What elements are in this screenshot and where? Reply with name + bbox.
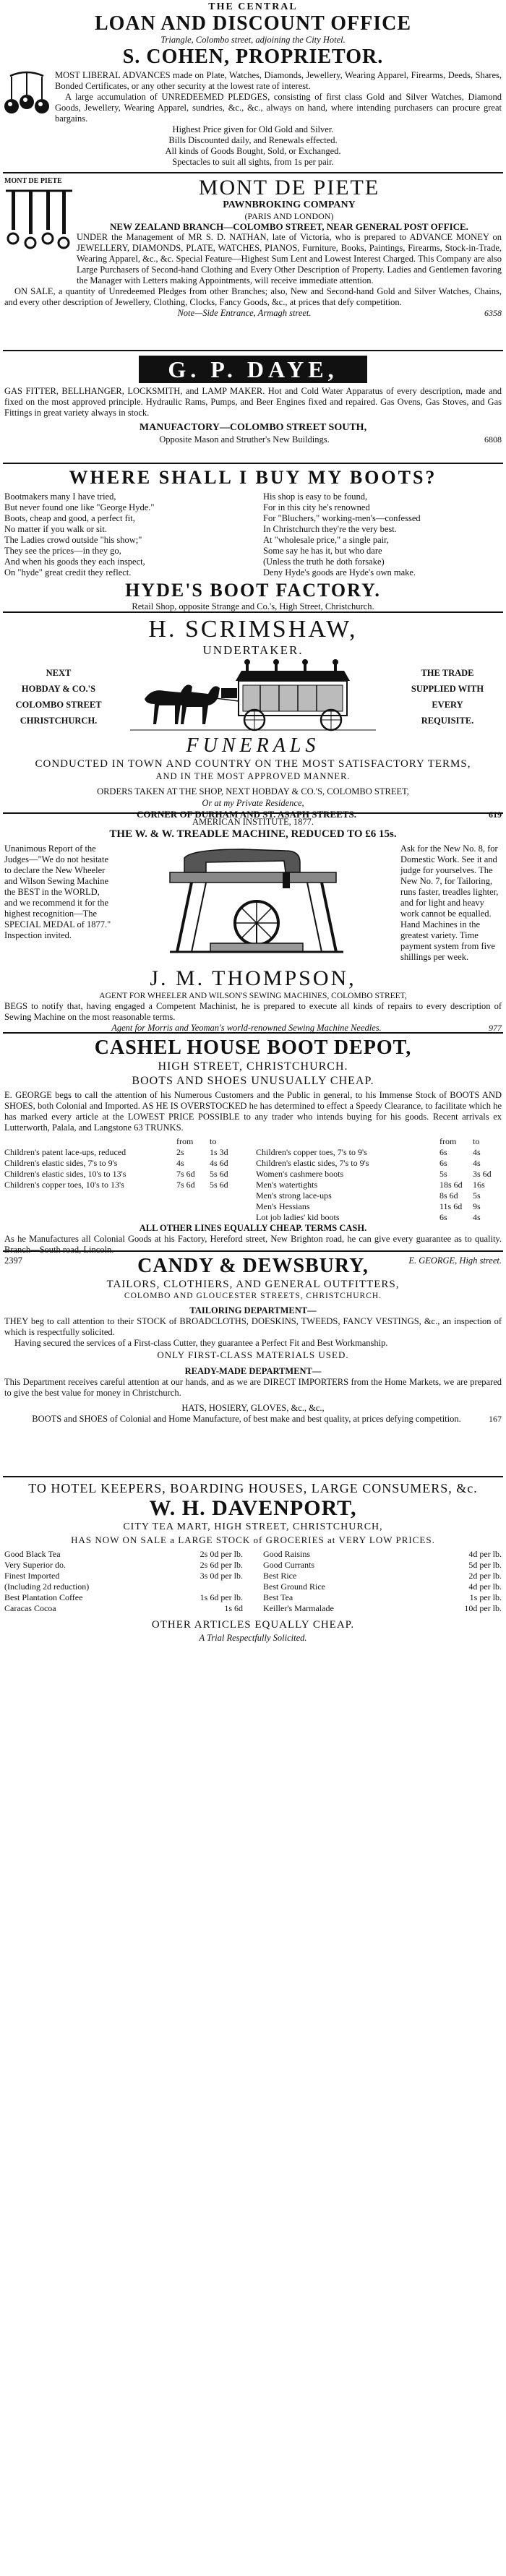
- col-to: to: [210, 1136, 217, 1146]
- poem-line: They see the prices—in they go,: [4, 546, 121, 556]
- grocery-row: Best Rice 2d per lb.: [263, 1571, 502, 1581]
- scrim-approved: AND IN THE MOST APPROVED MANNER.: [155, 771, 351, 781]
- candy-tailoring-2: Having secured the services of a First-class Cutter, they guarantee a Perfect Fit and Best Workmanship.: [14, 1338, 388, 1348]
- thomp-right: Ask for the New No. 8, for Domestic Work. See it and judge for yourselves. The New No. 7, for Tailoring, runs faster, treadles lighter, and for light and heavy work cannot be equalled. Hand Machines in the greatest variety. Time payment system from five shillings per week.: [400, 843, 499, 962]
- scrim-number: 619: [489, 810, 502, 820]
- grocery-row: Best Ground Rice 4d per lb.: [263, 1581, 502, 1592]
- grocery-row: Keiller's Marmalade 10d per lb.: [263, 1603, 502, 1613]
- divider: [3, 1250, 503, 1252]
- boots-title: WHERE SHALL I BUY MY BOOTS?: [69, 467, 437, 488]
- thomp-title: THE W. & W. TREADLE MACHINE, REDUCED TO £6 15s.: [109, 828, 397, 840]
- divider: [3, 1476, 503, 1477]
- thomp-body: BEGS to notify that, having engaged a Competent Machinist, he is prepared to execute all kinds of repairs to every description of Sewing Machine on the most reasonable terms.: [4, 1001, 502, 1022]
- scrim-orders: ORDERS TAKEN AT THE SHOP, NEXT HOBDAY & CO.'S, COLOMBO STREET,: [97, 786, 409, 797]
- cashel-number: 2397: [4, 1255, 22, 1266]
- sewing-machine-illustration: [141, 843, 372, 966]
- price-row: Children's patent lace-ups, reduced 2s 1s 3d: [4, 1147, 228, 1157]
- scrim-funerals: FUNERALS: [186, 734, 320, 757]
- daye-title: G. P. DAYE,: [139, 356, 366, 383]
- candy-tailoring-1: THEY beg to call attention to their STOCK of BROADCLOTHS, DOESKINS, TWEEDS, FANCY VESTINGS, &c., an inspection of which is respectfully solicited.: [4, 1316, 502, 1337]
- col-to: to: [473, 1136, 480, 1146]
- poem-line: Deny Hyde's goods are Hyde's own make.: [263, 567, 416, 578]
- price-table: [4, 1136, 502, 1223]
- grocery-row: Good Black Tea 2s 0d per lb.: [4, 1549, 243, 1559]
- cashel-sub: HIGH STREET, CHRISTCHURCH.: [158, 1060, 348, 1073]
- mont-body-1: UNDER the Management of MR S. D. NATHAN, late of Victoria, who is prepared to ADVANCE MONEY on JEWELLERY, DIAMONDS, PLATE, WATCHES, PIANOS, Furniture, Books, Paintings, Firearms, Stock-in-Trade, Wearing Apparel, &c., &c. Special Feature—Highest Sum Lent and Lowest Interest Charged. This Company are also Large Purchasers of Second-hand Clothing and Every Other Description of Property. Ladies and Gentlemen favoring the Manager with Letters making Appointments, will receive immediate attention.: [77, 232, 502, 285]
- scrim-right-line: THE TRADE: [421, 668, 474, 678]
- cashel-all-other: ALL OTHER LINES EQUALLY CHEAP. TERMS CASH.: [139, 1223, 367, 1233]
- cashel-sign: E. GEORGE, High street.: [408, 1255, 502, 1266]
- boots-poem-right: [263, 491, 502, 578]
- loan-body-2: A large accumulation of UNREDEEMED PLEDGES, consisting of first class Gold and Silver Watches, Diamond Goods, Jewellery, Wearing Apparel, sundries, &c., &c., always on hand, where intending purchasers can procure great bargains.: [55, 92, 502, 124]
- daye-number: 6808: [484, 434, 502, 445]
- thomp-institute: AMERICAN INSTITUTE, 1877.: [192, 817, 314, 827]
- scrim-private: Or at my Private Residence,: [202, 798, 304, 808]
- poem-line: No matter if you walk or sit.: [4, 524, 107, 534]
- price-row: Lot job ladies' kid boots 6s 4s: [256, 1212, 481, 1222]
- mont-sub-2: (PARIS AND LONDON): [244, 211, 334, 221]
- ad-hyde-boots: [4, 467, 502, 609]
- scrim-left: [4, 665, 113, 729]
- boots-retail: Retail Shop, opposite Strange and Co.'s, High Street, Christchurch.: [132, 601, 374, 611]
- boots-poem-left: [4, 491, 250, 578]
- price-row: Children's elastic sides, 10's to 13's 7s 6d 5s 6d: [4, 1169, 228, 1179]
- thomp-number: 977: [489, 1023, 502, 1033]
- dav-sub: CITY TEA MART, HIGH STREET, CHRISTCHURCH,: [123, 1521, 383, 1532]
- poem-line: Bootmakers many I have tried,: [4, 491, 116, 502]
- scrim-left-line: NEXT: [46, 668, 72, 678]
- loan-proprietor: S. COHEN, PROPRIETOR.: [122, 46, 384, 68]
- candy-ready-1: This Department receives careful attention at our hands, and as we are DIRECT IMPORTERS from the Home Markets, we are prepared to give the best value for money in Christchurch.: [4, 1377, 502, 1398]
- thomp-agent: AGENT FOR WHEELER AND WILSON'S SEWING MACHINES, COLOMBO STREET,: [99, 992, 407, 1000]
- loan-title: LOAN AND DISCOUNT OFFICE: [94, 12, 412, 35]
- pawn-balls-icon: [4, 70, 55, 124]
- blank-area: [0, 1691, 506, 2576]
- dav-title: W. H. DAVENPORT,: [149, 1496, 357, 1520]
- daye-manufactory: MANUFACTORY—COLOMBO STREET SOUTH,: [139, 422, 367, 433]
- divider: [3, 350, 503, 351]
- col-from: from: [439, 1136, 457, 1146]
- candy-title: CANDY & DEWSBURY,: [137, 1255, 369, 1277]
- dav-body: HAS NOW ON SALE a LARGE STOCK of GROCERIES at VERY LOW PRICES.: [71, 1534, 435, 1545]
- mont-label: MONT DE PIETE: [4, 177, 62, 185]
- cashel-sub-2: BOOTS AND SHOES UNUSUALLY CHEAP.: [132, 1075, 374, 1087]
- price-row: Children's copper toes, 7's to 9's 6s 4s: [256, 1147, 481, 1157]
- price-row: Men's Hessians 11s 6d 9s: [256, 1201, 481, 1211]
- ad-candy-dewsbury: [4, 1255, 502, 1472]
- mont-note: Note—Side Entrance, Armagh street.: [177, 308, 312, 318]
- loan-line-2: Bills Discounted daily, and Renewals effected.: [168, 135, 338, 145]
- divider: [3, 611, 503, 613]
- scrim-left-line: HOBDAY & CO.'S: [21, 684, 96, 694]
- poem-line: For "Bluchers," working-men's—confessed: [263, 513, 421, 523]
- loan-location: Triangle, Colombo street, adjoining the City Hotel.: [160, 35, 346, 45]
- thomp-agent-2: Agent for Morris and Yeoman's world-renowned Sewing Machine Needles.: [111, 1023, 382, 1033]
- poem-line: At "wholesale price," a single pair,: [263, 535, 389, 545]
- ad-thompson: [4, 817, 502, 1033]
- grocery-row: (Including 2d reduction): [4, 1581, 90, 1592]
- dav-other: OTHER ARTICLES EQUALLY CHEAP.: [151, 1619, 355, 1631]
- scrim-left-line: CHRISTCHURCH.: [20, 716, 98, 726]
- mont-sub-1: PAWNBROKING COMPANY: [223, 199, 356, 210]
- ad-loan-office: [4, 1, 502, 169]
- scrim-title: H. SCRIMSHAW,: [148, 616, 358, 643]
- hearse-illustration: [130, 659, 376, 734]
- scrim-sub: UNDERTAKER.: [202, 643, 304, 657]
- daye-body: GAS FITTER, BELLHANGER, LOCKSMITH, and LAMP MAKER. Hot and Cold Water Apparatus of every description, made and fixed on the most approved principle. Hydraulic Rams, Pumps, and Beer Engines fixed and repaired. Gas Ovens, Gas Stoves, and Gas Fittings in great variety always in stock.: [4, 386, 502, 418]
- dav-trial: A Trial Respectfully Solicited.: [199, 1633, 307, 1643]
- poem-line: But never found one like "George Hyde.": [4, 502, 155, 512]
- loan-line-4: Spectacles to suit all sights, from 1s per pair.: [172, 157, 334, 167]
- grocery-table: [4, 1549, 502, 1614]
- cashel-body: E. GEORGE begs to call the attention of his Numerous Customers and the Public in general, to his Immense Stock of BOOTS AND SHOES, both Colonial and Imported. AS HE IS OVERSTOCKED he has determined to effect a Speedy Clearance, to facilitate which he has marked every article at the LOWEST PRICE POSSIBLE to any trader who intends buying for his goods. Recent arrivals ex Lutterworth, Palala, and Langstone 63 TRUNKS.: [4, 1090, 502, 1133]
- mont-branch: NEW ZEALAND BRANCH—COLOMBO STREET, NEAR GENERAL POST OFFICE.: [110, 221, 468, 232]
- scrim-right: [393, 665, 502, 729]
- grocery-row: Good Currants 5d per lb.: [263, 1560, 502, 1570]
- candy-hats: HATS, HOSIERY, GLOVES, &c., &c.,: [181, 1403, 325, 1413]
- poem-line: His shop is easy to be found,: [263, 491, 368, 502]
- grocery-row: Best Plantation Coffee 1s 6d per lb.: [4, 1592, 243, 1602]
- grocery-row: Good Raisins 4d per lb.: [263, 1549, 502, 1559]
- scrim-right-line: REQUISITE.: [421, 716, 474, 726]
- loan-line-3: All kinds of Goods Bought, Sold, or Exchanged.: [165, 146, 341, 156]
- loan-header: THE CENTRAL: [208, 1, 298, 12]
- poem-line: (Unless the truth he doth forsake): [263, 557, 385, 567]
- ad-mont-de-piete: [4, 176, 502, 347]
- poem-line: For in this city he's renowned: [263, 502, 370, 512]
- candy-only: ONLY FIRST-CLASS MATERIALS USED.: [157, 1349, 349, 1360]
- ad-davenport: [4, 1480, 502, 1683]
- scrim-left-line: COLOMBO STREET: [15, 700, 102, 710]
- loan-line-1: Highest Price given for Old Gold and Silver.: [172, 124, 334, 134]
- daye-opposite: Opposite Mason and Struther's New Buildings.: [159, 434, 330, 445]
- scrim-right-line: EVERY: [432, 700, 463, 710]
- thomp-name: J. M. THOMPSON,: [150, 966, 356, 990]
- grocery-row: Caracas Cocoa 1s 6d: [4, 1603, 243, 1613]
- poem-line: Some say he has it, but who dare: [263, 546, 382, 556]
- price-row: Children's elastic sides, 7's to 9's 4s 4s 6d: [4, 1158, 228, 1168]
- price-row: Children's copper toes, 10's to 13's 7s 6d 5s 6d: [4, 1180, 228, 1190]
- ad-scrimshaw: [4, 616, 502, 820]
- thomp-left: Unanimous Report of the Judges—"We do not hesitate to declare the New Wheeler and Wilson Sewing Machine the BEST in the WORLD, and we recommend it for the highest recognition—The SPECIAL MEDAL of 1877." Inspection invited.: [4, 843, 111, 940]
- poem-line: In Christchurch they're the very best.: [263, 524, 397, 534]
- ad-daye: [4, 354, 502, 460]
- scrim-right-line: SUPPLIED WITH: [411, 684, 484, 694]
- divider: [3, 1032, 503, 1034]
- candy-hats-2: BOOTS and SHOES of Colonial and Home Manufacture, of best make and best quality, at prices defying competition.: [32, 1414, 461, 1424]
- price-row: Men's strong lace-ups 8s 6d 5s: [256, 1190, 481, 1201]
- pawn-keys-icon: [4, 186, 77, 256]
- poem-line: And when his goods they each inspect,: [4, 557, 145, 567]
- boots-factory: HYDE'S BOOT FACTORY.: [125, 580, 381, 601]
- scrim-corner: CORNER OF DURHAM AND ST. ASAPH STREETS.: [136, 809, 357, 820]
- divider: [3, 172, 503, 173]
- price-row: Men's watertights 18s 6d 16s: [256, 1180, 485, 1190]
- candy-address: COLOMBO AND GLOUCESTER STREETS, CHRISTCHURCH.: [124, 1292, 382, 1300]
- price-row: Children's elastic sides, 7's to 9's 6s 4s: [256, 1158, 481, 1168]
- grocery-row: Finest Imported 3s 0d per lb.: [4, 1571, 243, 1581]
- poem-line: On "hyde" great credit they reflect.: [4, 567, 132, 578]
- candy-number: 167: [489, 1414, 502, 1424]
- grocery-row: Very Superior do. 2s 6d per lb.: [4, 1560, 243, 1570]
- cashel-title: CASHEL HOUSE BOOT DEPOT,: [94, 1036, 412, 1059]
- mont-body-2: ON SALE, a quantity of Unredeemed Pledges from other Branches; also, New and Second-hand Gold and Silver Watches, Chains, and every other description of Jewellery, Clothing, Clocks, Fancy Goods, &c., at prices that defy competition.: [4, 286, 502, 307]
- cashel-colonial: As he Manufactures all Colonial Goods at his Factory, Hereford street, New Brighton road, he can give every guarantee as to quality. Branch—South road, Lincoln.: [4, 1234, 502, 1255]
- divider: [3, 812, 503, 814]
- mont-number: 6358: [484, 308, 502, 318]
- dav-header: TO HOTEL KEEPERS, BOARDING HOUSES, LARGE CONSUMERS, &c.: [28, 1481, 478, 1495]
- loan-body-1: MOST LIBERAL ADVANCES made on Plate, Watches, Diamonds, Jewellery, Wearing Apparel, Firearms, Deeds, Shares, Bonded Certificates, or any other security at the lowest rate of interest.: [55, 70, 502, 91]
- candy-tailoring: TAILORING DEPARTMENT—: [189, 1305, 317, 1315]
- candy-sub: TAILORS, CLOTHIERS, AND GENERAL OUTFITTERS,: [106, 1279, 400, 1290]
- poem-line: The Ladies crowd outside "his show;": [4, 535, 142, 545]
- grocery-row: Best Tea 1s per lb.: [263, 1592, 502, 1602]
- scrim-conducted: CONDUCTED IN TOWN AND COUNTRY ON THE MOST SATISFACTORY TERMS,: [35, 758, 471, 770]
- poem-line: Boots, cheap and good, a perfect fit,: [4, 513, 135, 523]
- divider: [3, 463, 503, 464]
- col-from: from: [176, 1136, 194, 1146]
- price-row: Women's cashmere boots 5s 3s 6d: [256, 1169, 492, 1179]
- candy-ready: READY-MADE DEPARTMENT—: [184, 1366, 322, 1376]
- mont-title: MONT DE PIETE: [198, 176, 380, 199]
